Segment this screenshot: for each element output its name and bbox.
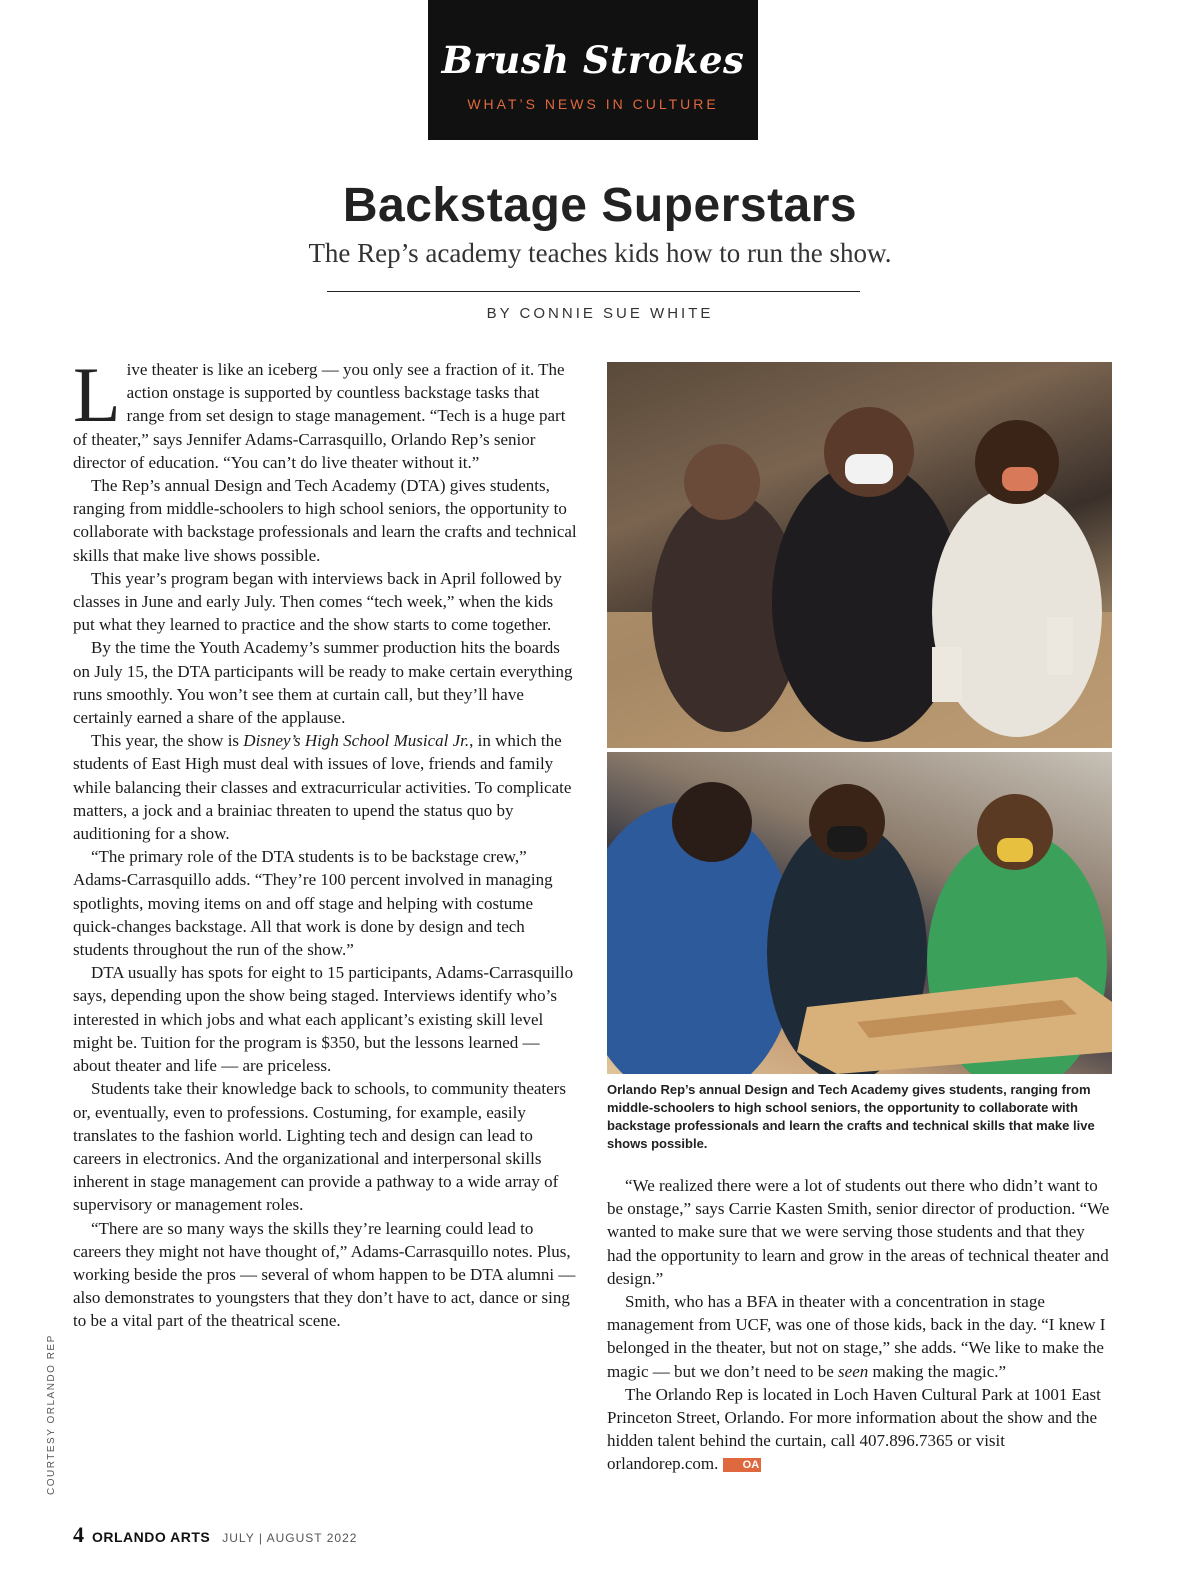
paragraph: By the time the Youth Academy’s summer production hits the boards on July 15, the DTA participants will be ready to make certain everything runs smoothly. You won’t see them at curtain call, but they’ll have certainly earned a share of the applause. — [73, 638, 573, 728]
emphasis: seen — [838, 1361, 869, 1381]
article-headline: Backstage Superstars — [342, 179, 858, 232]
divider — [327, 291, 860, 292]
article-dek: The Rep’s academy teaches kids how to run the show. — [308, 238, 892, 268]
paragraph: The Rep’s annual Design and Tech Academy (DTA) gives students, ranging from middle-schoolers to high school seniors, the opportunity to collaborate with backstage professionals and learn the crafts and technical skills that make live shows possible. — [73, 476, 577, 565]
photo-illustration — [607, 752, 1112, 1074]
photo-students-workshop — [607, 362, 1112, 748]
show-title: Disney’s High School Musical Jr. — [243, 731, 470, 751]
magazine-name: ORLANDO ARTS — [92, 1529, 211, 1545]
photo-illustration — [607, 362, 1112, 748]
page-footer — [73, 1522, 357, 1548]
section-subtitle: WHAT’S NEWS IN CULTURE — [467, 96, 719, 112]
photo-students-building — [607, 752, 1112, 1074]
paragraph: Students take their knowledge back to schools, to community theaters or, eventually, even to professions. Costuming, for example, easily translates to the fashion world. Lighting tech and design can lead to careers in electronics. And the organizational and interpersonal skills inherent in stage management can provide a pathway to a wide array of supervisory or management roles. — [73, 1079, 566, 1215]
right-column — [607, 1174, 1112, 1476]
section-title: Brush Strokes — [441, 38, 745, 82]
photo-credit: COURTESY ORLANDO REP — [46, 1334, 57, 1495]
paragraph: DTA usually has spots for eight to 15 participants, Adams-Carrasquillo says, depending upon the show being staged. Interviews identify who’s interested in which jobs and what each applicant’s existing skill level might be. Tuition for the program is $350, but the lessons learned — about theater and life — are priceless. — [73, 963, 574, 1076]
issue-date: JULY | AUGUST 2022 — [222, 1531, 358, 1545]
page-number: 4 — [73, 1522, 84, 1547]
paragraph: Smith, who has a BFA in theater with a concentration in stage management from UCF, was one of those kids, back in the day. “I knew I belonged in the theater, but not on stage,” she adds. “We like to make the magic — but we don’t need to be seen making the magic.” — [607, 1292, 1106, 1381]
end-mark-icon: OA — [723, 1458, 762, 1472]
paragraph: This year, the show is Disney’s High School Musical Jr., in which the students of East High must deal with issues of love, friends and family while balancing their classes and extracurricular activities. To complicate matters, a jock and a brainiac threaten to upend the status quo by auditioning for a show. — [73, 731, 572, 844]
paragraph: “There are so many ways the skills they’re learning could lead to careers they might not have thought of,” Adams-Carrasquillo notes. Plus, working beside the pros — several of whom happen to be DTA alumni — also demonstrates to youngsters that they don’t have to act, dance or sing to be a vital part of the theatrical scene. — [73, 1218, 576, 1331]
section-banner — [428, 0, 758, 140]
paragraph: The Orlando Rep is located in Loch Haven Cultural Park at 1001 East Princeton Street, Orlando. For more information about the show and the hidden talent behind the curtain, call 407.896.7365 or visit orlandorep.com. OA — [607, 1384, 1101, 1474]
drop-cap: L — [73, 351, 121, 438]
left-column — [73, 351, 578, 1333]
paragraph: Live theater is like an iceberg — you only see a fraction of it. The action onstage is supported by countless backstage tasks that range from set design to stage management. “Tech is a huge part of theater,” says Jennifer Adams-Carrasquillo, Orlando Rep’s senior director of education. “You can’t do live theater without it.” — [73, 351, 566, 472]
paragraph: “We realized there were a lot of students out there who didn’t want to be onstage,” says Carrie Kasten Smith, senior director of production. “We wanted to make sure that we were serving those students and that they had the opportunity to learn and grow in the areas of technical theater and design.” — [607, 1176, 1110, 1288]
paragraph: “The primary role of the DTA students is to be backstage crew,” Adams-Carrasquillo adds. “They’re 100 percent involved in managing spotlights, moving items on and off stage and helping with costume quick-changes backstage. All that work is done by design and tech students throughout the run of the show.” — [73, 847, 553, 960]
paragraph: This year’s program began with interviews back in April followed by classes in June and early July. Then comes “tech week,” when the kids put what they learned to practice and the show starts to come together. — [73, 568, 562, 635]
article-byline: BY CONNIE SUE WHITE — [486, 305, 714, 322]
photo-caption: Orlando Rep’s annual Design and Tech Academy gives students, ranging from middle-schoolers to high school seniors, the opportunity to collaborate with backstage professionals and learn the crafts and technical skills that make live shows possible. — [607, 1082, 1095, 1151]
